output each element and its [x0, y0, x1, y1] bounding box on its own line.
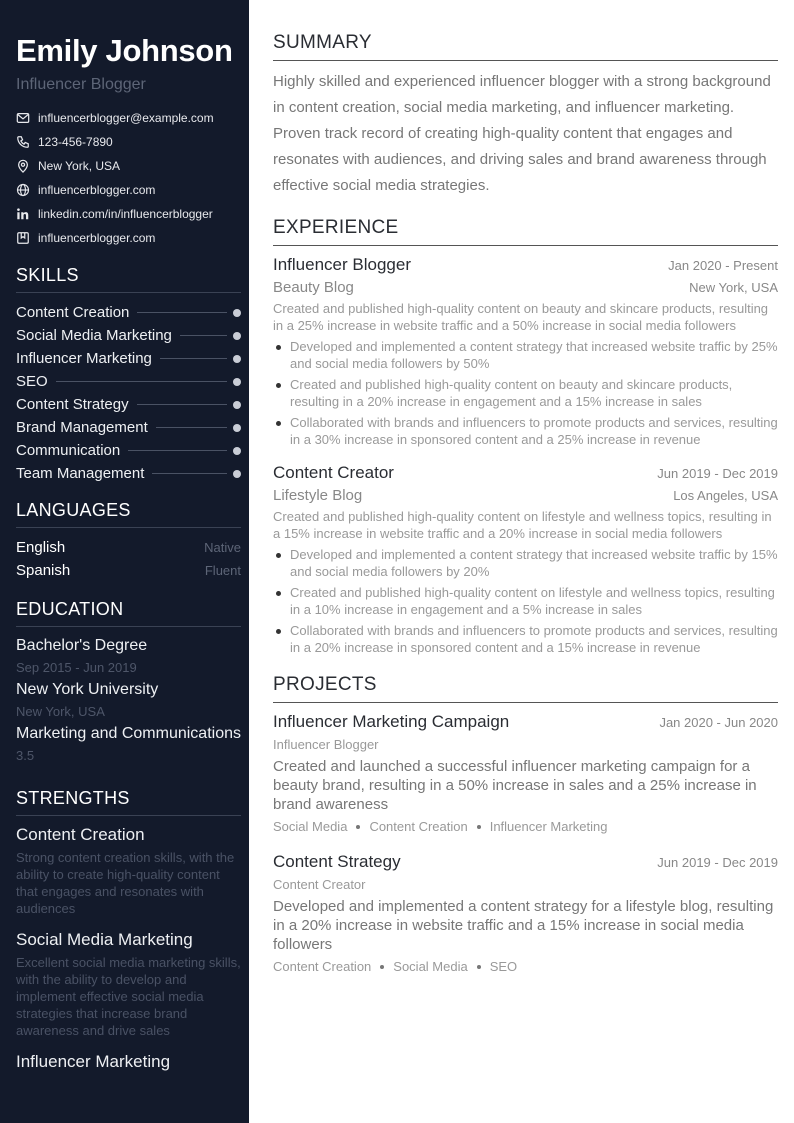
strength-desc: Strong content creation skills, with the ability to create high-quality content that engages and resonates with audiences: [16, 850, 235, 916]
tag-separator: [477, 825, 481, 829]
contact-website-text: influencerblogger.com: [38, 183, 156, 197]
bookmark-icon: [16, 231, 30, 245]
project-dates: Jun 2019 - Dec 2019: [657, 855, 778, 870]
skill-item: [16, 393, 241, 416]
skill-item: [16, 347, 241, 370]
skills-heading: SKILLS: [16, 264, 241, 293]
job-company: Beauty Blog: [273, 279, 354, 296]
email-icon: [16, 111, 30, 125]
skill-line: [56, 381, 227, 382]
skill-label: Content Strategy: [16, 396, 129, 413]
project-entry: [273, 851, 778, 977]
contact-email-text: influencerblogger@example.com: [38, 111, 214, 125]
job-bullets: [273, 338, 778, 448]
skill-dot: [233, 447, 241, 455]
contact-list: [16, 106, 241, 250]
skill-item: [16, 324, 241, 347]
education-degree: Bachelor's Degree: [16, 637, 148, 654]
skill-line: [137, 404, 227, 405]
summary-text: Highly skilled and experienced influencer blogger with a strong background in content creation, social media marketing, and influencer marketing. Proven track record of creating high-quality content that engages and resonates with audiences, and driving sales and brand awareness through effective social media strategies.: [273, 73, 771, 194]
language-list: [16, 536, 241, 582]
project-dates: Jan 2020 - Jun 2020: [659, 715, 778, 730]
skill-item: [16, 301, 241, 324]
contact-blog-text: influencerblogger.com: [38, 231, 156, 245]
skill-list: [16, 301, 241, 485]
strength-title: Social Media Marketing: [16, 930, 193, 949]
project-description: Developed and implemented a content strategy for a lifestyle blog, resulting in a 20% increase in website traffic and a 15% increase in social media followers: [273, 898, 774, 953]
language-item: [16, 559, 241, 582]
job-entry: [273, 462, 778, 656]
job-bullet: Developed and implemented a content strategy that increased website traffic by 15% and social media followers by 20%: [273, 546, 778, 580]
skill-line: [160, 358, 227, 359]
skill-dot: [233, 309, 241, 317]
skill-dot: [233, 424, 241, 432]
education-field: Marketing and Communications: [16, 725, 241, 742]
skill-dot: [233, 401, 241, 409]
location-icon: [16, 159, 30, 173]
skill-line: [152, 473, 227, 474]
education-entry: [16, 635, 241, 767]
language-level: Native: [204, 540, 241, 555]
skill-item: [16, 462, 241, 485]
job-bullet: Collaborated with brands and influencers to promote products and services, resulting in a 20% increase in sponsored content and a 15% increase in revenue: [273, 622, 778, 656]
job-title: Content Creator: [273, 463, 394, 482]
strengths-heading: STRENGTHS: [16, 787, 241, 816]
skill-item: [16, 370, 241, 393]
skill-label: Content Creation: [16, 304, 130, 321]
job-company: Lifestyle Blog: [273, 487, 363, 504]
experience-heading: EXPERIENCE: [273, 217, 778, 246]
job-bullet: Collaborated with brands and influencers to promote products and services, resulting in a 30% increase in sponsored content and a 25% increase in revenue: [273, 414, 778, 448]
strength-item: [16, 824, 241, 917]
project-description: Created and launched a successful influencer marketing campaign for a beauty brand, resulting in a 50% increase in sales and a 25% increase in brand awareness: [273, 758, 757, 813]
skill-label: Influencer Marketing: [16, 350, 152, 367]
skill-label: Brand Management: [16, 419, 148, 436]
job-bullets: [273, 546, 778, 656]
contact-location-text: New York, USA: [38, 159, 121, 173]
skill-label: Communication: [16, 442, 121, 459]
project-tags: [273, 957, 778, 977]
project-tag: Social Media: [273, 819, 348, 834]
language-name: English: [16, 539, 66, 556]
job-dates: Jan 2020 - Present: [668, 258, 778, 273]
contact-blog[interactable]: [16, 226, 241, 250]
project-tag: Content Creation: [369, 819, 468, 834]
summary-heading: SUMMARY: [273, 32, 778, 61]
job-location: Los Angeles, USA: [673, 488, 778, 503]
job-bullet: Created and published high-quality content on lifestyle and wellness topics, resulting in a 10% increase in engagement and a 5% increase in sales: [273, 584, 778, 618]
skill-dot: [233, 355, 241, 363]
skill-dot: [233, 470, 241, 478]
project-tag: Content Creation: [273, 959, 372, 974]
job-description: Created and published high-quality content on lifestyle and wellness topics, resulting in a 15% increase in website traffic and a 20% increase in social media followers: [273, 509, 772, 541]
globe-icon: [16, 183, 30, 197]
job-location: New York, USA: [689, 280, 778, 295]
contact-email[interactable]: [16, 106, 241, 130]
contact-linkedin[interactable]: [16, 202, 241, 226]
education-school: New York University: [16, 681, 159, 698]
contact-phone-text: 123-456-7890: [38, 135, 113, 149]
projects-heading: PROJECTS: [273, 674, 778, 703]
skill-item: [16, 416, 241, 439]
skill-line: [137, 312, 227, 313]
language-name: Spanish: [16, 562, 71, 579]
skill-label: Social Media Marketing: [16, 327, 172, 344]
project-role: Content Creator: [273, 877, 366, 892]
job-title: Influencer Blogger: [273, 255, 411, 274]
job-bullet: Created and published high-quality content on beauty and skincare products, resulting in a 20% increase in engagement and a 15% increase in sales: [273, 376, 778, 410]
sidebar: [0, 0, 249, 1123]
education-gpa: 3.5: [16, 748, 35, 763]
job-bullet: Developed and implemented a content strategy that increased website traffic by 25% and social media followers by 50%: [273, 338, 778, 372]
contact-website[interactable]: [16, 178, 241, 202]
profile-name: Emily Johnson: [16, 33, 233, 68]
contact-linkedin-text: linkedin.com/in/influencerblogger: [38, 207, 213, 221]
linkedin-icon: [16, 207, 30, 221]
skill-dot: [233, 378, 241, 386]
tag-separator: [380, 965, 384, 969]
language-item: [16, 536, 241, 559]
project-title: Content Strategy: [273, 852, 401, 871]
project-tag: SEO: [489, 959, 518, 974]
main-content: [273, 32, 778, 977]
project-tag: Social Media: [393, 959, 468, 974]
education-location: New York, USA: [16, 704, 105, 719]
language-level: Fluent: [204, 563, 241, 578]
phone-icon: [16, 135, 30, 149]
project-tags: [273, 817, 778, 837]
strength-item: [16, 1051, 241, 1073]
skill-line: [180, 335, 227, 336]
contact-location: [16, 154, 241, 178]
tag-separator: [356, 825, 360, 829]
project-title: Influencer Marketing Campaign: [273, 712, 510, 731]
education-heading: EDUCATION: [16, 598, 241, 627]
languages-heading: LANGUAGES: [16, 499, 241, 528]
job-entry: [273, 254, 778, 448]
project-tag: Influencer Marketing: [489, 819, 608, 834]
skill-dot: [233, 332, 241, 340]
job-dates: Jun 2019 - Dec 2019: [657, 466, 778, 481]
strength-title: Influencer Marketing: [16, 1052, 171, 1071]
profile-role: Influencer Blogger: [16, 76, 146, 93]
project-entry: [273, 711, 778, 837]
strength-item: [16, 929, 241, 1039]
strength-title: Content Creation: [16, 825, 145, 844]
education-dates: Sep 2015 - Jun 2019: [16, 660, 137, 675]
contact-phone[interactable]: [16, 130, 241, 154]
skill-line: [156, 427, 227, 428]
skill-line: [128, 450, 227, 451]
tag-separator: [477, 965, 481, 969]
skill-label: SEO: [16, 373, 48, 390]
strength-desc: Excellent social media marketing skills, with the ability to develop and implement effective social media strategies that increase brand awareness and drive sales: [16, 955, 241, 1038]
job-description: Created and published high-quality content on beauty and skincare products, resulting in a 25% increase in website traffic and a 50% increase in social media followers: [273, 301, 769, 333]
skill-item: [16, 439, 241, 462]
project-role: Influencer Blogger: [273, 737, 379, 752]
skill-label: Team Management: [16, 465, 145, 482]
